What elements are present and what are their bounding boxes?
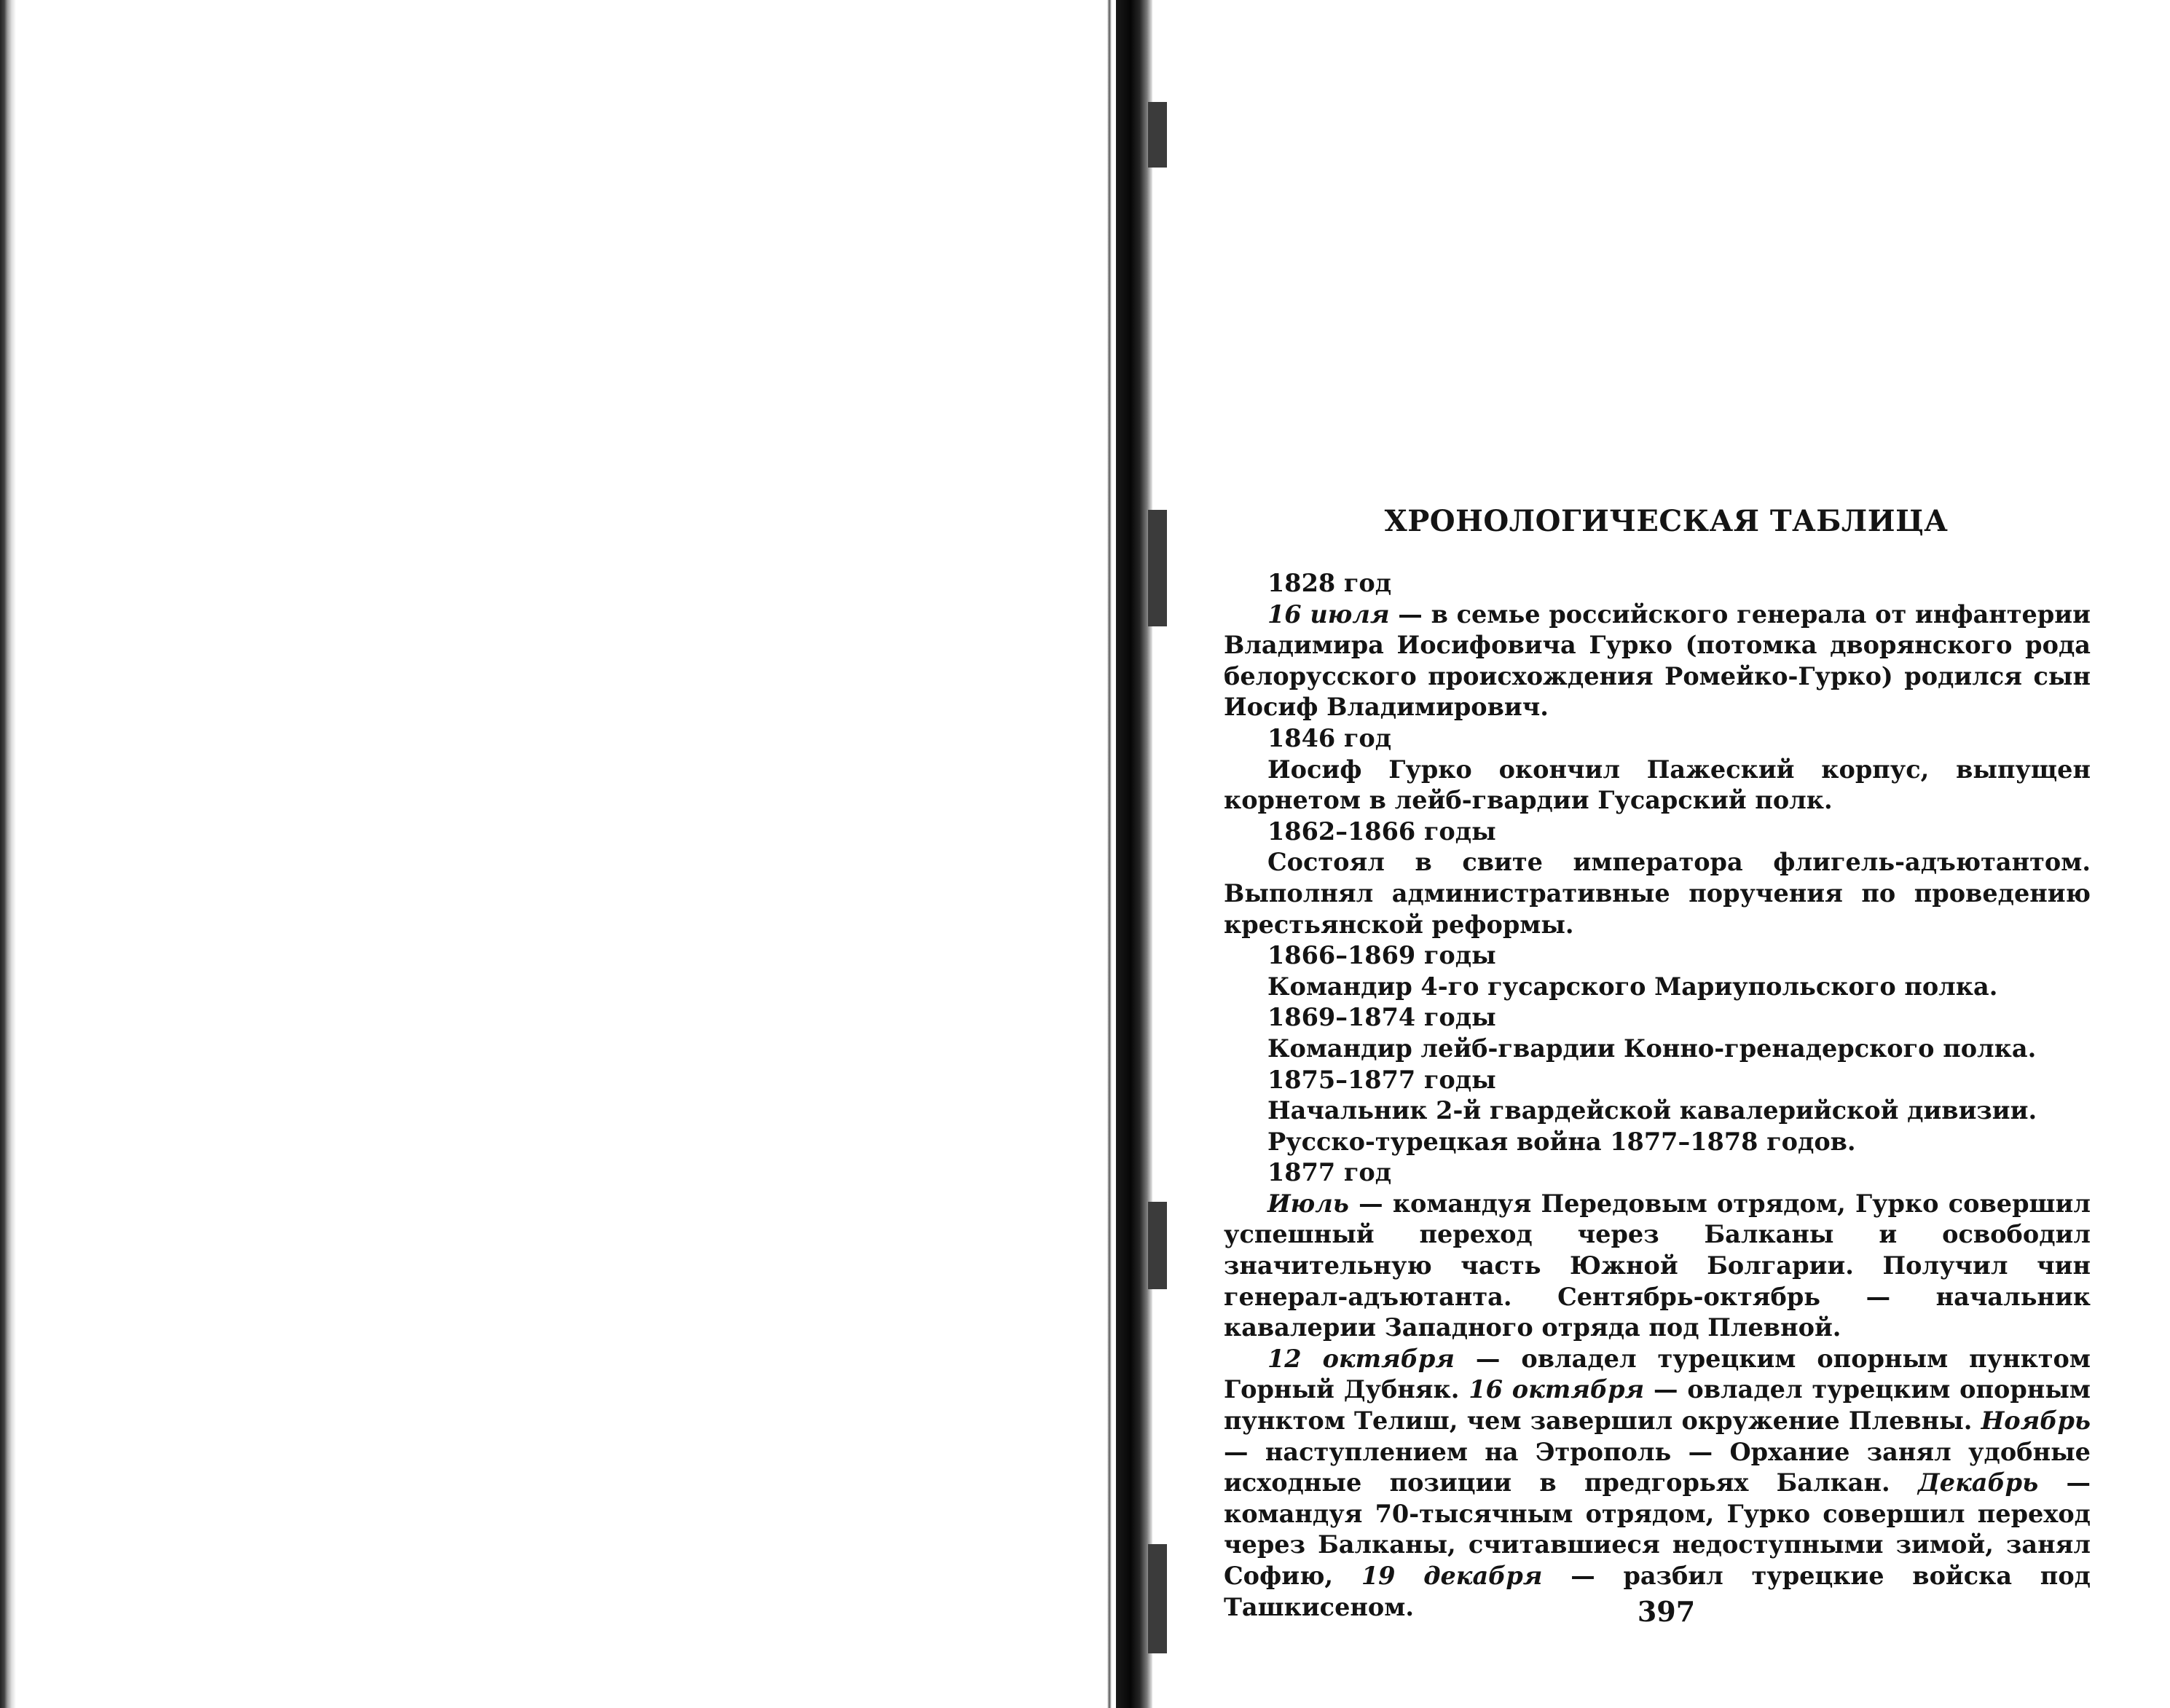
date-italic: 19 декабря: [1361, 1562, 1543, 1590]
entry-year: 1875–1877 годы: [1267, 1065, 1496, 1094]
entry-text: [1224, 1127, 2091, 1158]
entry-text-segment: Командир лейб-гвардии Конно-гренадерского полка.: [1267, 1034, 2037, 1063]
date-italic: 12 октября: [1267, 1344, 1455, 1373]
page-number: 397: [1637, 1595, 1696, 1628]
entry-text: [1224, 755, 2091, 816]
date-italic: Декабрь: [1917, 1468, 2039, 1498]
entry-text: [1224, 1189, 2091, 1344]
entry-year: 1866–1869 годы: [1267, 941, 1496, 970]
page-title: ХРОНОЛОГИЧЕСКАЯ ТАБЛИЦА: [1384, 504, 1949, 538]
spine-fragment: [1148, 1544, 1167, 1653]
right-page: [1224, 0, 2109, 1708]
entry-text-segment: — разбил турецкие войска под Ташкисеном.: [1224, 1562, 2091, 1621]
entry-text-segment: Состоял в свите императора флигель-адъютантом. Выполнял административные поручения по проведению крестьянской реформы.: [1224, 848, 2091, 939]
entry-text-segment: Начальник 2-й гвардейской кавалерийской дивизии.: [1267, 1096, 2037, 1125]
entry-text-segment: Иосиф Гурко окончил Пажеский корпус, выпущен корнетом в лейб-гвардии Гусарский полк.: [1224, 755, 2091, 815]
entry-text-segment: — овладел турецким опорным пунктом Горный Дубняк.: [1224, 1344, 2091, 1404]
spine-fragment: [1148, 102, 1167, 168]
date-italic: 16 октября: [1469, 1375, 1645, 1404]
book-spine-shadow: [1116, 0, 1152, 1708]
date-italic: Ноябрь: [1981, 1406, 2091, 1436]
entry-text-segment: — командуя Передовым отрядом, Гурко совершил успешный переход через Балканы и освободил значительную часть Южной Болгарии. Получил чин генерал-адъютанта. Сентябрь-октябрь — начальник кавалерии Западного отряда под Плевной.: [1224, 1189, 2091, 1342]
entry-year: 1828 год: [1267, 569, 1392, 597]
scan-left-edge: [0, 0, 16, 1708]
entry-text-segment: — наступлением на Этрополь — Орхание занял удобные исходные позиции в предгорьях Балкан.: [1224, 1437, 2091, 1498]
entry-text: [1224, 1344, 2091, 1623]
entry-year: 1869–1874 годы: [1267, 1003, 1496, 1032]
entry-year: 1877 год: [1267, 1158, 1392, 1187]
gutter-line: [1107, 0, 1112, 1708]
spine-fragment: [1148, 1202, 1167, 1289]
entry-text-segment: Командир 4-го гусарского Мариупольского полка.: [1267, 972, 1998, 1001]
spine-fragment: [1148, 510, 1167, 626]
entry-text: [1224, 1095, 2091, 1127]
entry-text-segment: Русско-турецкая война 1877–1878 годов.: [1267, 1127, 1856, 1156]
entry-text: [1224, 1034, 2091, 1065]
entry-text: [1224, 599, 2091, 723]
date-italic: 16 июля: [1267, 599, 1390, 629]
entry-text: [1224, 847, 2091, 940]
date-italic: Июль: [1267, 1189, 1349, 1218]
entry-text-segment: — командуя 70-тысячным отрядом, Гурко совершил переход через Балканы, считавшиеся недоступными зимой, занял Софию,: [1224, 1468, 2091, 1590]
entry-text: [1224, 972, 2091, 1003]
entry-text-segment: — овладел турецким опорным пунктом Телиш, чем завершил окружение Плевны.: [1224, 1375, 2091, 1436]
entry-year: 1862–1866 годы: [1267, 816, 1496, 846]
chronology-table: [1224, 568, 2091, 1623]
entry-text-segment: — в семье российского генерала от инфантерии Владимира Иосифовича Гурко (потомка дворянского рода белорусского происхождения Ромейко-Гурко) родился сын Иосиф Владимирович.: [1224, 599, 2091, 722]
entry-year: 1846 год: [1267, 723, 1392, 752]
